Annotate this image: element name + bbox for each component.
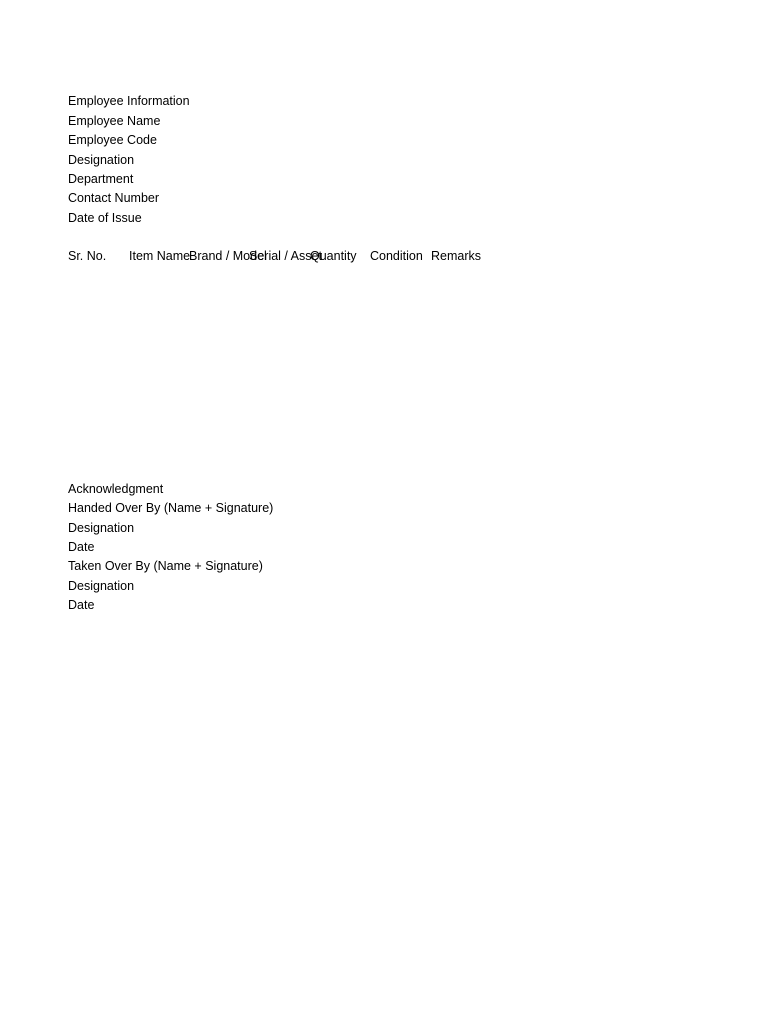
taken-over-by-label: Taken Over By (Name + Signature) [68,559,263,573]
taken-over-date-label: Date [68,598,95,612]
column-header-brand-model: Brand / Model [189,249,267,263]
column-header-serial-asset: Serial / Asset [249,249,322,263]
employee-name-label: Employee Name [68,114,161,128]
column-header-remarks: Remarks [431,249,482,263]
date-of-issue-label: Date of Issue [68,211,142,225]
designation-label: Designation [68,153,135,167]
employee-info-heading: Employee Information [68,94,190,108]
column-header-condition: Condition [370,249,423,263]
items-table-header [0,247,768,266]
column-header-quantity: Quantity [310,249,357,263]
handed-over-date-label: Date [68,540,95,554]
contact-number-label: Contact Number [68,191,160,205]
column-header-item-name: Item Name [129,249,191,263]
column-header-sr-no: Sr. No. [68,249,107,263]
handed-over-designation-label: Designation [68,521,135,535]
department-label: Department [68,172,134,186]
taken-over-designation-label: Designation [68,579,135,593]
handed-over-by-label: Handed Over By (Name + Signature) [68,501,274,515]
employee-code-label: Employee Code [68,133,157,147]
acknowledgment-heading: Acknowledgment [68,482,164,496]
